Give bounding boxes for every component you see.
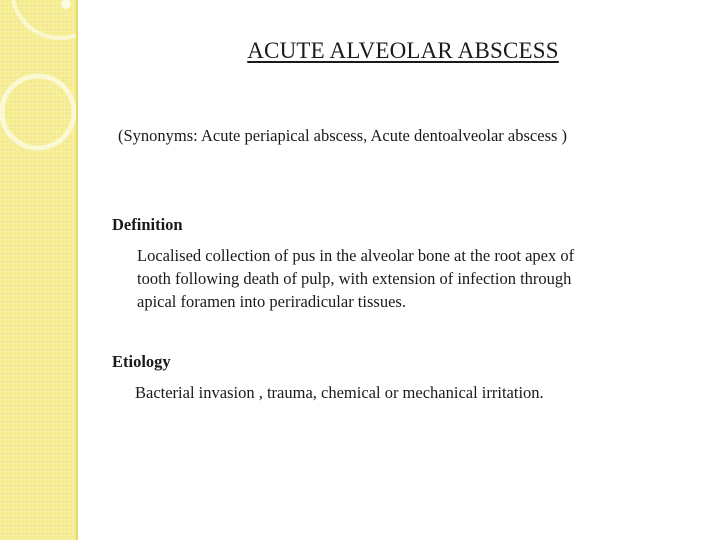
synonyms-text: (Synonyms: Acute periapical abscess, Acute dentoalveolar abscess ) <box>118 126 568 145</box>
etiology-body: Bacterial invasion , trauma, chemical or mechanical irritation. <box>135 383 544 402</box>
definition-body <box>133 244 693 313</box>
ring-dot <box>61 0 71 9</box>
ring-middle <box>2 76 74 148</box>
definition-line: Localised collection of pus in the alveolar bone at the root apex of <box>137 246 575 265</box>
definition-line: tooth following death of pulp, with extension of infection through <box>137 269 572 288</box>
definition-heading: Definition <box>112 215 183 234</box>
etiology-heading: Etiology <box>112 352 171 371</box>
definition-line: apical foramen into periradicular tissues. <box>137 292 406 311</box>
slide-title: ACUTE ALVEOLAR ABSCESS <box>247 38 559 63</box>
decorative-rings <box>0 0 78 540</box>
band-edge-line <box>76 0 78 540</box>
decorative-side-band <box>0 0 78 540</box>
